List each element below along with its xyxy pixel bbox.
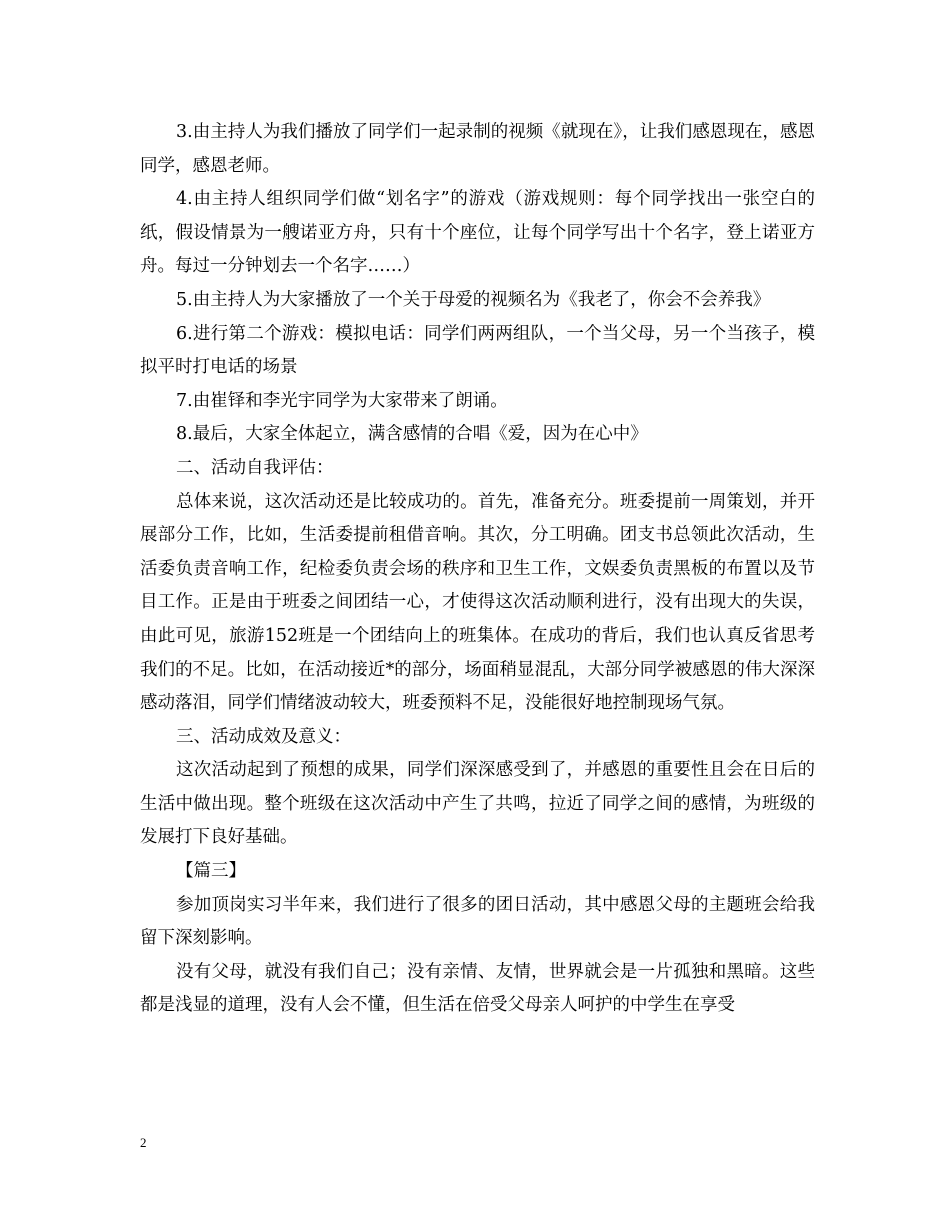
paragraph-item-8: 8.最后，大家全体起立，满含感情的合唱《爱，因为在心中》 xyxy=(176,424,648,445)
section-heading-self-evaluation: 二、活动自我评估： xyxy=(176,457,334,478)
paragraph-item-3: 3.由主持人为我们播放了同学们一起录制的视频《就现在》，让我们感恩现在，感恩同学，感恩老师。 xyxy=(140,122,815,176)
document-body xyxy=(140,116,815,1023)
paragraph-item-6: 6.进行第二个游戏：模拟电话：同学们两两组队，一个当父母，另一个当孩子，模拟平时打电话的场景 xyxy=(140,323,815,378)
paragraph-part-three-body: 没有父母，就没有我们自己；没有亲情、友情，世界就会是一片孤独和黑暗。这些都是浅显的道理，没有人会不懂，但生活在倍受父母亲人呵护的中学生在享受 xyxy=(140,961,815,1016)
paragraph-item-5: 5.由主持人为大家播放了一个关于母爱的视频名为《我老了，你会不会养我》 xyxy=(176,289,771,310)
paragraph-part-three-intro: 参加顶岗实习半年来，我们进行了很多的团日活动，其中感恩父母的主题班会给我留下深刻影响。 xyxy=(140,894,815,949)
section-heading-results: 三、活动成效及意义： xyxy=(176,726,351,747)
paragraph-results: 这次活动起到了预想的成果，同学们深深感受到了，并感恩的重要性且会在日后的生活中做出现。整个班级在这次活动中产生了共鸣，拉近了同学之间的感情，为班级的发展打下良好基础。 xyxy=(140,760,815,848)
paragraph-item-4: 4.由主持人组织同学们做“划名字”的游戏（游戏规则：每个同学找出一张空白的纸，假设情景为一艘诺亚方舟，只有十个座位，让每个同学写出十个名字，登上诺亚方舟。每过一分钟划去一个名字……） xyxy=(140,189,815,277)
section-heading-part-three: 【篇三】 xyxy=(176,861,246,882)
paragraph-self-evaluation: 总体来说，这次活动还是比较成功的。首先，准备充分。班委提前一周策划，并开展部分工作，比如，生活委提前租借音响。其次，分工明确。团支书总领此次活动，生活委负责音响工作，纪检委负责会场的秩序和卫生工作，文娱委负责黑板的布置以及节目工作。正是由于班委之间团结一心，才使得这次活动顺利进行，没有出现大的失误，由此可见，旅游152班是一个团结向上的班集体。在成功的背后，我们也认真反省思考我们的不足。比如，在活动接近*的部分，场面稍显混乱，大部分同学被感恩的伟大深深感动落泪，同学们情绪波动较大，班委预料不足，没能很好地控制现场气氛。 xyxy=(140,491,815,714)
page-number: 2 xyxy=(140,1135,147,1150)
paragraph-item-7: 7.由崔铎和李光宇同学为大家带来了朗诵。 xyxy=(176,390,508,411)
